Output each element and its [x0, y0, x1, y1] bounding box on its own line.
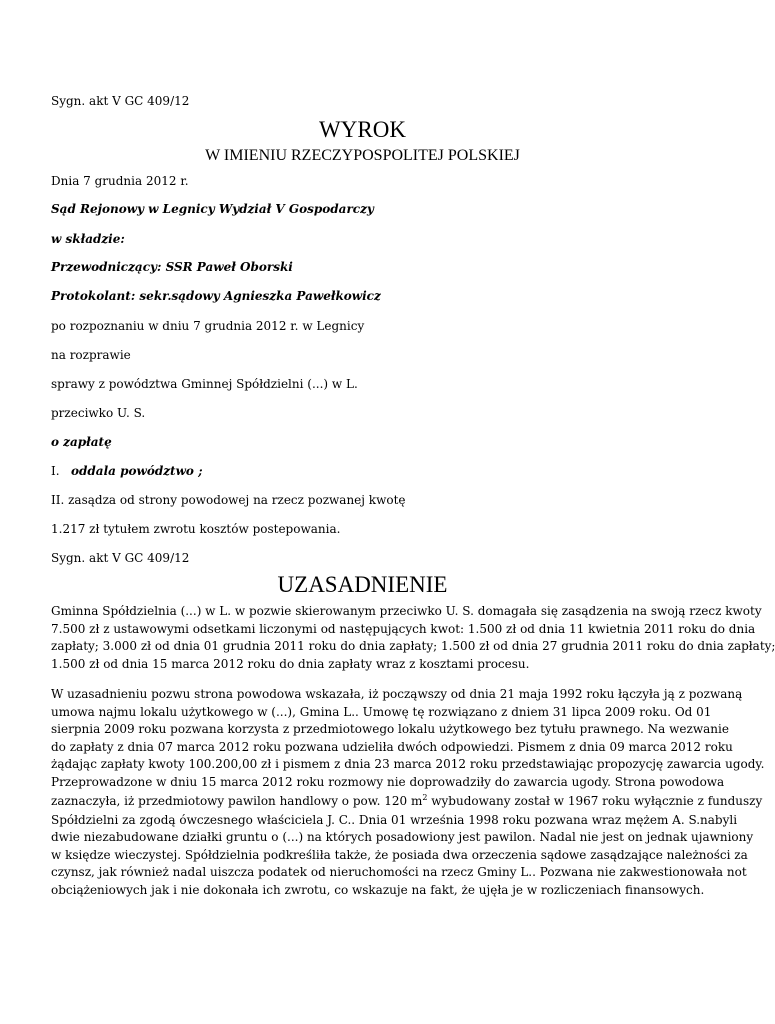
- verdict-item-1-number: I.: [51, 464, 60, 478]
- paragraph-line-with-superscript: zaznaczyła, iż przedmiotowy pawilon handlowy o pow. 120 $m^2$ wybudowany został w 1967 roku wyłącznie z funduszy: [51, 793, 763, 808]
- verdict-item-1: [51, 463, 203, 479]
- paragraph-line: obciążeniowych jak i nie dokonała ich zwrotu, co wskazuje na fakt, że ujęła je w rozliczeniach finansowych.: [51, 882, 705, 897]
- verdict-date: Dnia 7 grudnia 2012 r.: [51, 174, 189, 188]
- paragraph-line: W uzasadnieniu pozwu strona powodowa wskazała, iż począwszy od dnia 21 maja 1992 roku łączyła ją z pozwaną: [51, 687, 743, 701]
- court-clerk: Protokolant: sekr.sądowy Agnieszka Pawełkowicz: [51, 289, 381, 303]
- verdict-item-1-text: oddala powództwo ;: [71, 464, 203, 478]
- paragraph-line: sierpnia 2009 roku pozwana korzysta z przedmiotowego lokalu użytkowego bez tytułu prawnego. Na wezwanie: [51, 722, 729, 736]
- justification-title: UZASADNIENIE: [277, 572, 448, 597]
- paragraph-line: do zapłaty z dnia 07 marca 2012 roku pozwana udzieliła dwóch odpowiedzi. Pismem z dnia 09 marca 2012 roku: [51, 739, 733, 754]
- paragraph-line: Gminna Spółdzielnia (...) w L. w pozwie skierowanym przeciwko U. S. domagała się zasądzenia na swoją rzecz kwoty: [51, 604, 762, 618]
- justification-paragraph-2: [51, 686, 765, 899]
- paragraph-line: umowa najmu lokalu użytkowego w (...), Gmina L.. Umowę tę rozwiązano z dniem 31 lipca 2009 roku. Od 01: [51, 704, 712, 719]
- verdict-item-2-continued: 1.217 zł tytułem zwrotu kosztów postepowania.: [51, 522, 341, 536]
- plaintiff: sprawy z powództwa Gminnej Spółdzielni (...) w L.: [51, 377, 358, 391]
- hearing-type: na rozprawie: [51, 348, 131, 362]
- document-title: WYROK: [319, 117, 406, 142]
- paragraph-line: 7.500 zł z ustawowymi odsetkami liczonymi od następujących kwot: 1.500 zł od dnia 11 kwietnia 2011 roku do dnia: [51, 621, 756, 636]
- paragraph-line: 1.500 zł od dnia 15 marca 2012 roku do dnia zapłaty wraz z kosztami procesu.: [51, 656, 530, 671]
- paragraph-line: żądając zapłaty kwoty 100.200,00 zł i pismem z dnia 23 marca 2012 roku przedstawiając propozycję zawarcia ugody.: [51, 757, 765, 771]
- case-subject: o zapłatę: [51, 435, 112, 449]
- paragraph-line: Przeprowadzone w dniu 15 marca 2012 roku rozmowy nie doprowadziły do zawarcia ugody. Strona powodowa: [51, 774, 725, 789]
- composition-label: w składzie:: [51, 232, 125, 246]
- verdict-item-2: II. zasądza od strony powodowej na rzecz pozwanej kwotę: [51, 493, 406, 507]
- paragraph-line: zapłaty; 3.000 zł od dnia 01 grudnia 2011 roku do dnia zapłaty; 1.500 zł od dnia 27 grudnia 2011 roku do dnia zapłaty;: [51, 639, 775, 653]
- document-subtitle: W IMIENIU RZECZYPOSPOLITEJ POLSKIEJ: [205, 147, 520, 164]
- superscript: 2: [422, 793, 428, 802]
- paragraph-line: czynsz, jak również nadal uiszcza podatek od nieruchomości na rzecz Gminy L.. Pozwana nie zakwestionowała not: [51, 865, 747, 879]
- presiding-judge: Przewodniczący: SSR Paweł Oborski: [51, 260, 293, 274]
- court-name: Sąd Rejonowy w Legnicy Wydział V Gospodarczy: [51, 202, 374, 216]
- paragraph-line: Spółdzielni za zgodą ówczesnego właściciela J. C.. Dnia 01 września 1998 roku pozwana wraz mężem A. S.nabyli: [51, 812, 738, 827]
- paragraph-line: w księdze wieczystej. Spółdzielnia podkreśliła także, że posiada dwa orzeczenia sądowe zasądzające należności za: [51, 847, 748, 862]
- case-signature: Sygn. akt V GC 409/12: [51, 94, 190, 108]
- paragraph-line: dwie niezabudowane działki gruntu o (...) na których posadowiony jest pawilon. Nadal nie jest on jednak ujawniony: [51, 830, 754, 844]
- justification-paragraph-1: [51, 603, 775, 673]
- defendant: przeciwko U. S.: [51, 406, 146, 420]
- hearing-date: po rozpoznaniu w dniu 7 grudnia 2012 r. w Legnicy: [51, 319, 365, 333]
- justification-signature: Sygn. akt V GC 409/12: [51, 551, 190, 565]
